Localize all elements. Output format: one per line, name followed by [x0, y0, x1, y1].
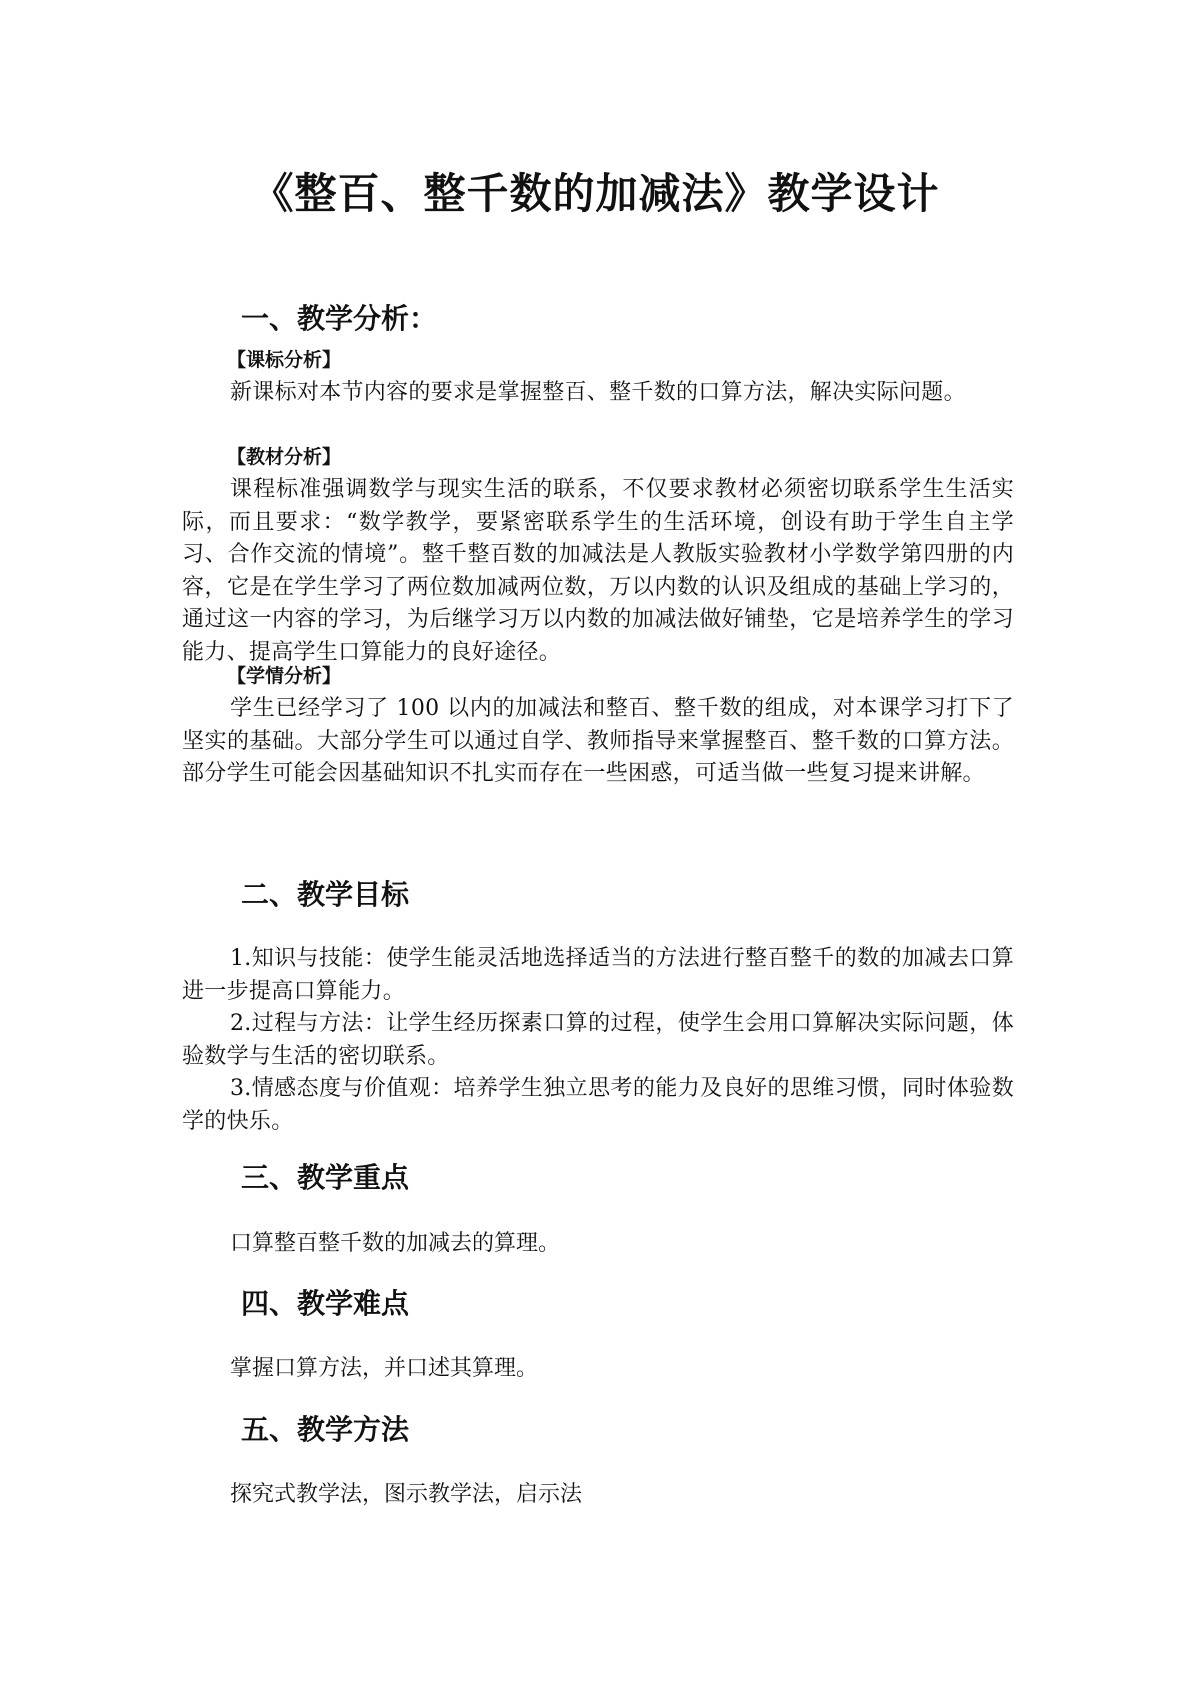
textbook-analysis-text: 课程标准强调数学与现实生活的联系，不仅要求教材必须密切联系学生生活实际，而且要求：“数学教学，要紧密联系学生的生活环境，创设有助于学生自主学习、合作交流的情境”。整千整百数的加减法是人教版实验教材小学数学第四册的内容，它是在学生学习了两位数加减两位数，万以内数的认识及组成的基础上学习的，通过这一内容的学习，为后继学习万以内数的加减法做好铺垫，它是培养学生的学习能力、提高学生口算能力的良好途径。 — [182, 477, 1014, 665]
student-analysis-text: 学生已经学习了 100 以内的加减法和整百、整千数的组成，对本课学习打下了坚实的基础。大部分学生可以通过自学、教师指导来掌握整百、整千数的口算方法。部分学生可能会因基础知识不扎实而存在一些困惑，可适当做一些复习提来讲解。 — [182, 696, 1014, 786]
curriculum-analysis-label: 【课标分析】 — [227, 349, 342, 371]
document-title: 《整百、整千数的加减法》教学设计 — [251, 169, 940, 218]
student-analysis-label: 【学情分析】 — [227, 665, 342, 687]
objective-item: 1.知识与技能：使学生能灵活地选择适当的方法进行整百整千的数的加减去口算进一步提高口算能力。 — [182, 946, 1014, 1004]
section-heading-objectives: 二、教学目标 — [241, 878, 410, 911]
section-heading-difficulties: 四、教学难点 — [241, 1287, 410, 1320]
textbook-analysis-label: 【教材分析】 — [227, 446, 342, 468]
curriculum-analysis-text: 新课标对本节内容的要求是掌握整百、整千数的口算方法，解决实际问题。 — [230, 380, 966, 405]
section-heading-methods: 五、教学方法 — [241, 1413, 410, 1446]
objective-item: 3.情感态度与价值观：培养学生独立思考的能力及良好的思维习惯，同时体验数学的快乐。 — [182, 1076, 1014, 1134]
section-heading-analysis: 一、教学分析： — [241, 302, 438, 335]
objective-item: 2.过程与方法：让学生经历探素口算的过程，使学生会用口算解决实际问题，体验数学与生活的密切联系。 — [182, 1011, 1014, 1069]
difficulties-text: 掌握口算方法，并口述其算理。 — [230, 1356, 539, 1381]
key-points-text: 口算整百整千数的加减去的算理。 — [230, 1231, 561, 1256]
methods-text: 探究式教学法，图示教学法，启示法 — [230, 1482, 583, 1507]
section-heading-key-points: 三、教学重点 — [241, 1161, 410, 1194]
